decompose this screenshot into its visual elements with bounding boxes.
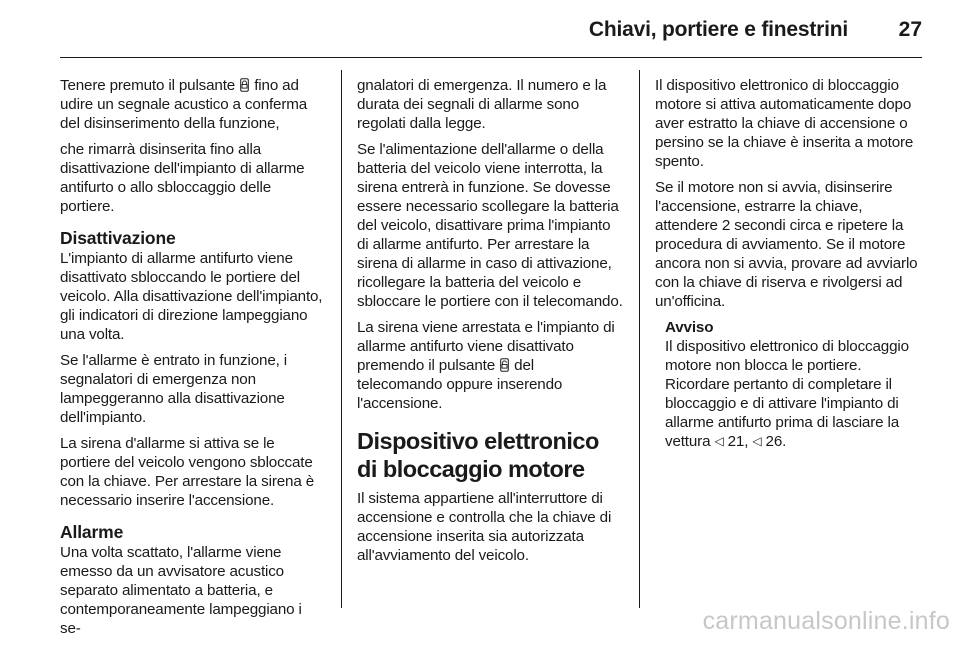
page-reference-link[interactable]: 26 <box>765 433 783 450</box>
header-title: Chiavi, portiere e finestrini <box>588 18 848 41</box>
section-heading-dispositivo: Dispositivo elettronico di bloccaggio motore <box>357 428 599 482</box>
column-divider-right <box>639 70 640 608</box>
text: , <box>744 433 753 450</box>
paragraph: Il sistema appartiene all'interruttore di accensione e controlla che la chiave di accensione inserita sia autorizzata all'avviamento del veicolo. <box>357 490 612 564</box>
text: fino ad udire un segnale acustico a conferma del disinserimento della funzione, <box>60 77 308 132</box>
paragraph: Se l'allarme è entrato in funzione, i segnalatori di emergenza non lampeggeranno alla disattivazione dell'impianto. <box>60 352 287 426</box>
paragraph <box>357 318 623 413</box>
column-divider-left <box>341 70 342 608</box>
section-heading-disattivazione: Disattivazione <box>60 228 176 248</box>
page-number: 27 <box>898 18 922 41</box>
paragraph: che rimarrà disinserita fino alla disattivazione dell'impianto di allarme antifurto o allo sbloccaggio delle portiere. <box>60 141 305 215</box>
lock-key-icon <box>240 78 249 92</box>
paragraph <box>60 76 326 133</box>
paragraph: Se l'alimentazione dell'allarme o della batteria del veicolo viene interrotta, la sirena entrerà in funzione. Se dovesse essere necessario scollegare la batteria del veicolo, disattivare prima l'impianto di allarme antifurto. Per arrestare la sirena di allarme in caso di attivazione, ricollegare la batteria del veicolo e sbloccare le portiere con il telecomando. <box>357 141 623 310</box>
column-3 <box>655 76 923 458</box>
text: Tenere premuto il pulsante <box>60 77 240 94</box>
paragraph: Una volta scattato, l'allarme viene emesso da un avvisatore acustico separato alimentato a batteria, e contemporaneamente lampeggiano i se- <box>60 544 302 637</box>
column-1 <box>60 76 326 645</box>
unlock-key-icon <box>500 358 509 372</box>
note-title: Avviso <box>665 319 714 336</box>
note-text <box>665 337 923 451</box>
page-header <box>0 0 960 58</box>
text: . <box>782 433 787 450</box>
reference-arrow-icon: ◁ <box>714 434 724 448</box>
paragraph: gnalatori di emergenza. Il numero e la durata dei segnali di allarme sono regolati dalla legge. <box>357 77 607 132</box>
text: del telecomando oppure inserendo l'accensione. <box>357 357 563 412</box>
text: Il dispositivo elettronico di bloccaggio motore non blocca le portiere. Ricordare pertanto di completare il bloccaggio e di attivare l'impianto di allarme antifurto prima di lasciare la vettura <box>665 338 909 450</box>
header-rule <box>60 57 922 58</box>
page-reference-link[interactable]: 21 <box>727 433 745 450</box>
paragraph: L'impianto di allarme antifurto viene disattivato sbloccando le portiere del veicolo. Alla disattivazione dell'impianto, gli indicatori di direzione lampeggiano una volta. <box>60 250 323 343</box>
paragraph: Se il motore non si avvia, disinserire l'accensione, estrarre la chiave, attendere 2 secondi circa e ripetere la procedura di avviamento. Se il motore ancora non si avvia, provare ad avviarlo con la chiave di riserva e rivolgersi ad un'officina. <box>655 179 918 310</box>
text: La sirena viene arrestata e l'impianto di allarme antifurto viene disattivato premendo il pulsante <box>357 319 615 374</box>
paragraph: La sirena d'allarme si attiva se le portiere del veicolo vengono sbloccate con la chiave. Per arrestare la sirena è necessario inserire l'accensione. <box>60 435 315 509</box>
paragraph: Il dispositivo elettronico di bloccaggio motore si attiva automaticamente dopo aver estratto la chiave di accensione o persino se la chiave è inserita a motore spento. <box>655 77 914 170</box>
column-2 <box>357 76 623 572</box>
reference-arrow-icon: ◁ <box>752 434 762 448</box>
watermark: carmanualsonline.info <box>702 607 950 635</box>
section-heading-allarme: Allarme <box>60 522 124 542</box>
note-box <box>665 318 923 451</box>
